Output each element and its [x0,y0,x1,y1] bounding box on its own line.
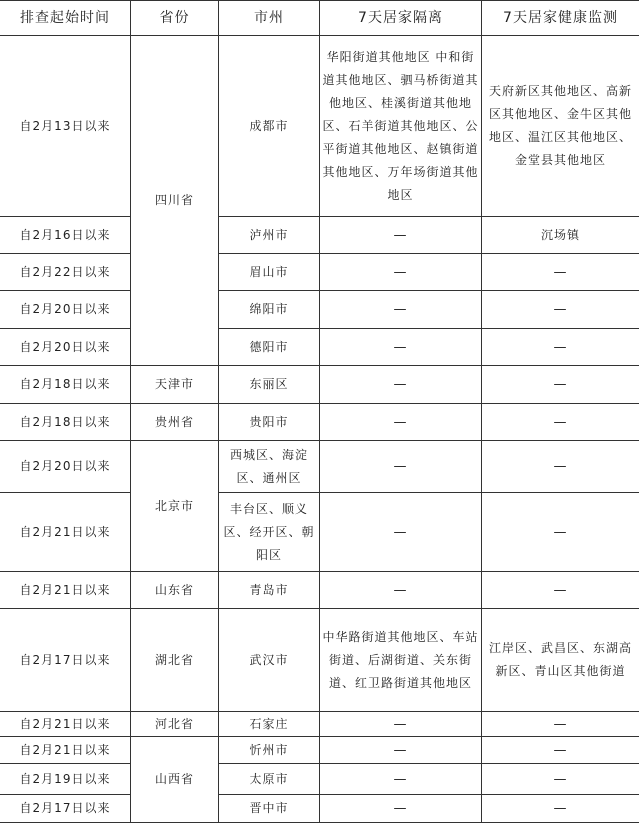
table-row [0,737,639,764]
table-row [0,36,639,217]
monitoring-cell: — [482,764,639,795]
monitoring-cell: — [482,441,639,493]
city-cell: 石家庄 [219,712,320,737]
province-cell: 四川省 [131,36,219,366]
city-cell: 贵阳市 [219,404,320,441]
table-row [0,712,639,737]
isolation-cell: — [320,366,482,404]
date-cell: 自2月17日以来 [0,609,131,712]
monitoring-cell: 江岸区、武昌区、东湖高新区、青山区其他街道 [482,609,639,712]
monitoring-cell: — [482,291,639,329]
table-row [0,572,639,609]
monitoring-cell: — [482,737,639,764]
isolation-cell: — [320,572,482,609]
date-cell: 自2月22日以来 [0,254,131,291]
city-cell: 德阳市 [219,329,320,366]
city-cell: 晋中市 [219,795,320,823]
monitoring-cell: 沉场镇 [482,217,639,254]
isolation-cell: — [320,764,482,795]
date-cell: 自2月21日以来 [0,572,131,609]
isolation-cell: 中华路街道其他地区、车站街道、后湖街道、关东街道、红卫路街道其他地区 [320,609,482,712]
date-cell: 自2月21日以来 [0,712,131,737]
isolation-cell: 华阳街道其他地区 中和街道其他地区、驷马桥街道其他地区、桂溪街道其他地区、石羊街道其他地区、公平街道其他地区、赵镇街道其他地区、万年场街道其他地区 [320,36,482,217]
table-row [0,291,639,329]
table-row [0,609,639,712]
isolation-cell: — [320,329,482,366]
monitoring-cell: — [482,254,639,291]
city-cell: 泸州市 [219,217,320,254]
isolation-cell: — [320,217,482,254]
date-cell: 自2月18日以来 [0,366,131,404]
table-row [0,795,639,823]
date-cell: 自2月21日以来 [0,737,131,764]
city-cell: 丰台区、顺义区、经开区、朝阳区 [219,493,320,572]
city-cell: 太原市 [219,764,320,795]
city-cell: 成都市 [219,36,320,217]
city-cell: 眉山市 [219,254,320,291]
table-row [0,366,639,404]
table-row [0,329,639,366]
monitoring-cell: — [482,712,639,737]
header-monitoring: 7天居家健康监测 [482,1,639,36]
province-cell: 贵州省 [131,404,219,441]
isolation-cell: — [320,712,482,737]
province-cell: 北京市 [131,441,219,572]
province-cell: 山西省 [131,737,219,823]
date-cell: 自2月17日以来 [0,795,131,823]
header-row [0,1,639,36]
isolation-cell: — [320,441,482,493]
city-cell: 武汉市 [219,609,320,712]
table-row [0,404,639,441]
date-cell: 自2月16日以来 [0,217,131,254]
isolation-cell: — [320,404,482,441]
date-cell: 自2月21日以来 [0,493,131,572]
header-date: 排查起始时间 [0,1,131,36]
province-cell: 山东省 [131,572,219,609]
isolation-cell: — [320,795,482,823]
table-row [0,254,639,291]
city-cell: 东丽区 [219,366,320,404]
monitoring-cell: — [482,795,639,823]
table-row [0,441,639,493]
city-cell: 忻州市 [219,737,320,764]
isolation-cell: — [320,737,482,764]
monitoring-cell: — [482,404,639,441]
monitoring-cell: — [482,329,639,366]
date-cell: 自2月20日以来 [0,291,131,329]
monitoring-cell: — [482,493,639,572]
city-cell: 绵阳市 [219,291,320,329]
table-row [0,217,639,254]
header-isolation: 7天居家隔离 [320,1,482,36]
date-cell: 自2月19日以来 [0,764,131,795]
isolation-cell: — [320,254,482,291]
date-cell: 自2月20日以来 [0,441,131,493]
header-city: 市州 [219,1,320,36]
province-cell: 天津市 [131,366,219,404]
isolation-cell: — [320,291,482,329]
date-cell: 自2月13日以来 [0,36,131,217]
province-cell: 湖北省 [131,609,219,712]
province-cell: 河北省 [131,712,219,737]
monitoring-cell: — [482,572,639,609]
date-cell: 自2月18日以来 [0,404,131,441]
monitoring-cell: 天府新区其他地区、高新区其他地区、金牛区其他地区、温江区其他地区、金堂县其他地区 [482,36,639,217]
header-province: 省份 [131,1,219,36]
city-cell: 青岛市 [219,572,320,609]
table-row [0,493,639,572]
isolation-cell: — [320,493,482,572]
city-cell: 西城区、海淀区、通州区 [219,441,320,493]
table-row [0,764,639,795]
monitoring-cell: — [482,366,639,404]
date-cell: 自2月20日以来 [0,329,131,366]
